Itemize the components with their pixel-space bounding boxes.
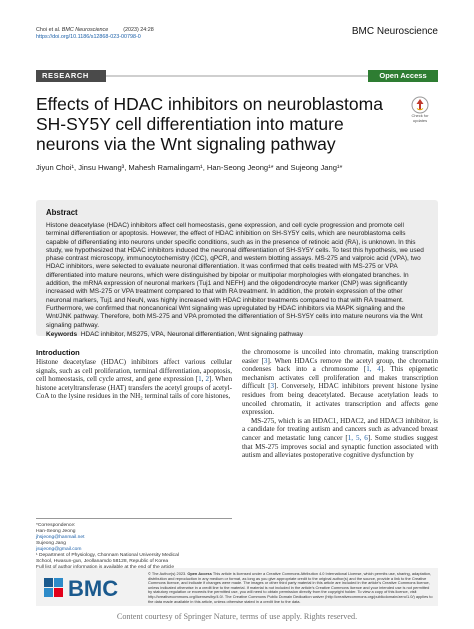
license-box bbox=[36, 568, 438, 606]
check-updates-icon bbox=[411, 96, 429, 114]
springer-watermark: Content courtesy of Springer Nature, terms of use apply. Rights reserved. bbox=[116, 612, 358, 621]
keywords-list: HDAC inhibitor, MS275, VPA, Neuronal differentiation, Wnt signaling pathway bbox=[80, 330, 304, 338]
text-run: ]. When histone acetyltransferase (HAT) transfers the acetyl groups of acetyl-CoA to the lysine residues in the NH₂ terminal tails of core histones, bbox=[36, 375, 233, 401]
author-list: Jiyun Choi¹, Jinsu Hwang³, Mahesh Ramalingam¹, Han-Seong Jeong¹* and Sujeong Jang¹* bbox=[36, 163, 343, 172]
ref-link[interactable]: 1 bbox=[198, 375, 202, 384]
ref-link[interactable]: 1, 5, 6 bbox=[347, 433, 368, 442]
journal-name: BMC Neuroscience bbox=[351, 26, 438, 37]
doi-link[interactable]: https://doi.org/10.1186/s12868-023-00798-0 bbox=[36, 34, 141, 40]
ref-link[interactable]: 3 bbox=[263, 356, 268, 365]
email-link[interactable]: jhsjeong@hanmail.net bbox=[36, 535, 85, 540]
text-run: ]. This epigenetic mechanism activates cell proliferation and makes transcription difficult [ bbox=[242, 365, 438, 391]
bmc-logo bbox=[44, 574, 136, 600]
footnote-line: Sujeong Jang bbox=[36, 541, 66, 546]
text-run: MS-275, which is an HDAC1, HDAC2, and HDAC3 inhibitor, is a candidate for treating autism and cancers such as advanced breast cancer and metastatic lung cancer [ bbox=[242, 416, 438, 442]
intro-paragraph-1 bbox=[36, 358, 232, 401]
footnote-line: Han-Seong Jeong bbox=[36, 529, 76, 534]
abstract-box bbox=[36, 200, 438, 336]
license-text bbox=[148, 572, 434, 604]
bmc-logo-text: BMC bbox=[68, 576, 119, 600]
right-column bbox=[242, 348, 438, 460]
keywords bbox=[46, 331, 428, 339]
citation-authors: Choi et al. bbox=[36, 27, 62, 33]
check-updates-label: Check for updates bbox=[411, 113, 429, 123]
text-run: the chromosome is uncoiled into chromatin, making transcription easier [ bbox=[242, 348, 438, 365]
email-link[interactable]: jsujeong@gmail.com bbox=[36, 547, 82, 552]
open-access-tag: Open Access bbox=[187, 571, 212, 576]
license-body: This article is licensed under a Creative Commons Attribution 4.0 International License, which permits use, sharing, adaptation, distribution and reproduction in any medium or format, as long as you give appropriate credit to the original author(s) and the source, provide a link to the Creative Commons licence, and indicate if changes were made. The images or other third party material in this article are included in the article's Creative Commons licence, unless indicated otherwise in a credit line to the material. If material is not included in the article's Creative Commons licence and your intended use is not permitted by statutory regulation or exceeds the permitted use, you will need to obtain permission directly from the copyright holder. To view a copy of this licence, visit http://creativecommons.org/licenses/by/4.0/. The Creative Commons Public Domain Dedication waiver (http://creativecommons.org/publicdomain/zero/1.0/) applies to the data made available in this article, unless otherwise stated in a credit line to the data. bbox=[148, 571, 433, 604]
article-type-banner bbox=[36, 70, 438, 82]
keywords-label: Keywords bbox=[46, 330, 78, 338]
footnote-line: ¹ Department of Physiology, Chonnam National University Medical bbox=[36, 553, 179, 558]
banner-divider bbox=[106, 75, 370, 77]
text-run: , bbox=[201, 375, 206, 384]
ref-link[interactable]: 1, 4 bbox=[366, 365, 381, 374]
check-for-updates[interactable] bbox=[406, 96, 434, 123]
intro-paragraph-continued bbox=[242, 348, 438, 417]
intro-heading: Introduction bbox=[36, 348, 80, 357]
text-run: ]. Conversely, HDAC inhibitors prevent histone lysine residues from being deacetylated. Because acetylation leads to uncoiled chromatin, it activates transcription and affects gene expression. bbox=[242, 382, 439, 417]
left-column bbox=[36, 348, 232, 401]
bmc-logo-icon bbox=[44, 574, 136, 600]
intro-paragraph-2 bbox=[242, 417, 438, 460]
citation bbox=[36, 27, 154, 41]
ref-link[interactable]: 2 bbox=[205, 375, 210, 384]
citation-year: (2023) 24:28 bbox=[108, 27, 154, 33]
text-run: Histone deacetylase (HDAC) inhibitors affect various cellular signals, such as cell proliferation, terminal differentiation, apoptosis, cell homeostasis, cell cycle arrest, and gene expression [ bbox=[36, 358, 232, 384]
footnote-line: School, Hwasun-gun, Jeollanamdo 58128, Republic of Korea bbox=[36, 559, 169, 564]
copyright: © The Author(s) 2023. bbox=[148, 571, 187, 576]
footnote-line: *Correspondence: bbox=[36, 523, 76, 528]
text-run: ]. When HDACs remove the acetyl group, the chromatin condenses back into a chromosome [ bbox=[242, 356, 438, 374]
text-run: ]. Some studies suggest that MS-275 improves social and synaptic function associated with autism and alleviates postoperative cognitive dysfunction by bbox=[242, 433, 438, 460]
citation-journal: BMC Neuroscience bbox=[61, 27, 109, 33]
correspondence-footnote bbox=[36, 518, 232, 571]
research-label: RESEARCH bbox=[36, 70, 106, 82]
ref-link[interactable]: 3 bbox=[270, 382, 275, 391]
abstract-heading: Abstract bbox=[46, 208, 78, 217]
abstract-text: Histone deacetylase (HDAC) inhibitors affect cell homeostasis, gene expression, and cell cycle progression and promote cell terminal differentiation or apoptosis. However, the effect of HDAC inhibition on SH-SY5Y cells, which are neuroblastoma cells capable of differentiating into neurons under specific conditions, such as in the presence of retinoic acid (RA), is unknown. In this study, we hypothesized that HDAC inhibitors induced the neuronal differentiation of SH-SY5Y cells. To test this hypothesis, we used phase contrast microscopy, immunocytochemistry (ICC), qPCR, and western blotting assays. MS-275 and valproic acid (VPA), two HDAC inhibitors, were selected to evaluate neuronal differentiation. It was confirmed that cells treated with MS-275 or VPA differentiated into mature neurons, which were distinguished by bipolar or multipolar morphologies with elongated branches. In addition, the mRNA expression of neuronal markers (Tuj1 and NEFH) and the oligodendrocyte marker (CNP) was significantly increased with MS-275 or VPA treatment compared to that with RA treatment. In addition, the protein expression of the other neuronal markers, Tuj1 and NeuN, was highly increased with HDAC inhibitor treatments compared to that with RA treatment. Furthermore, we confirmed that noncanonical Wnt signaling was upregulated by HDAC inhibitors via MAPK signaling and the Wnt/JNK pathway. Therefore, both MS-275 and VPA promoted the differentiation of SH-SY5Y cells into mature neurons via the Wnt signaling pathway. bbox=[46, 222, 424, 329]
article-title: Effects of HDAC inhibitors on neuroblastoma SH-SY5Y cell differentiation into mature neurons via the Wnt signaling pathway bbox=[36, 94, 383, 154]
open-access-label: Open Access bbox=[368, 70, 438, 82]
